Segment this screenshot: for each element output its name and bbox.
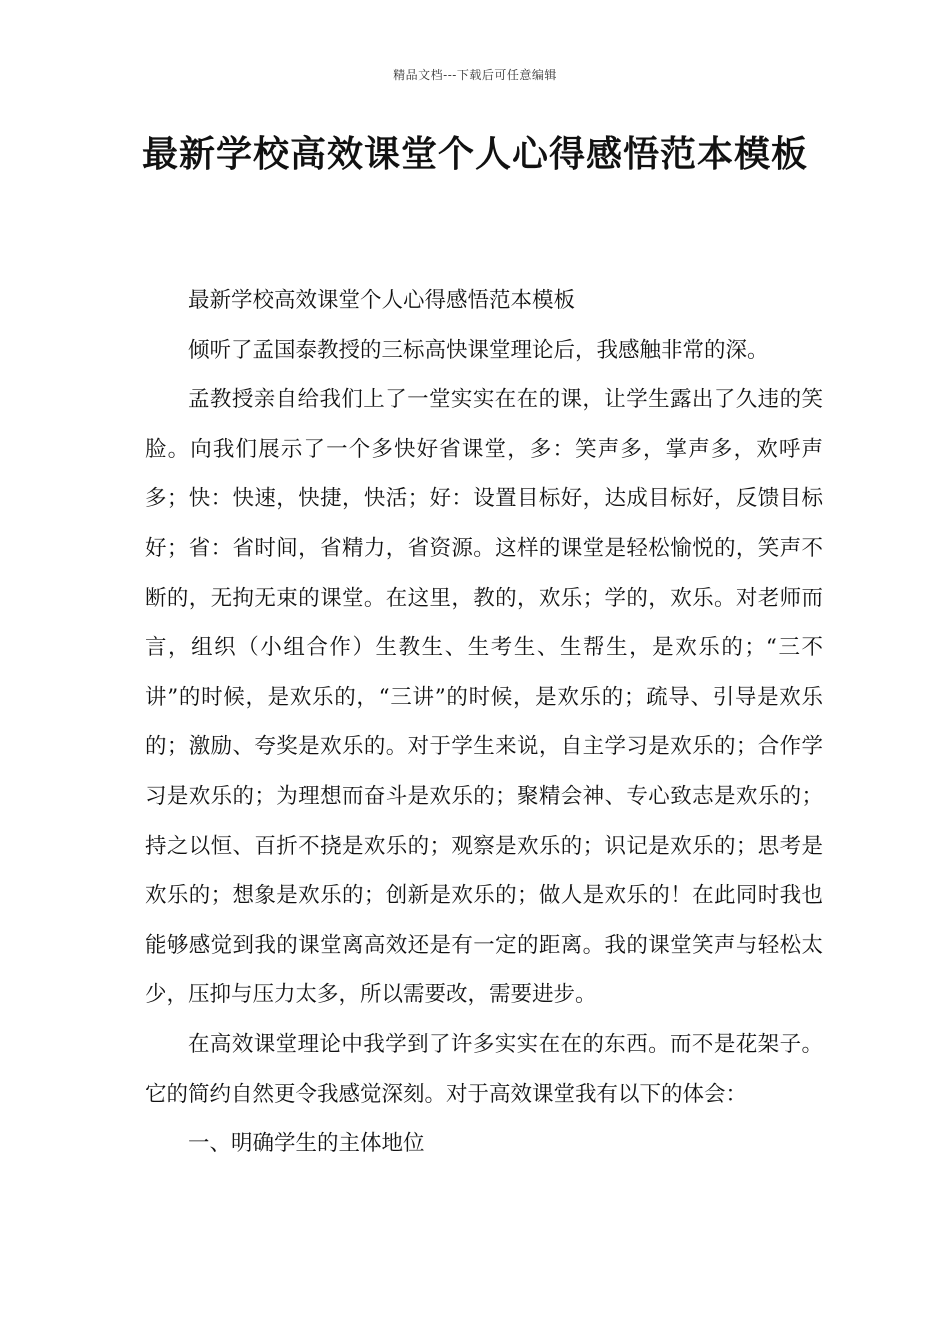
paragraph-learning: 在高效课堂理论中我学到了许多实实在在的东西。而不是花架子。它的简约自然更令我感觉深刻。对于高效课堂我有以下的体会：: [145, 1031, 823, 1107]
document-title: 最新学校高效课堂个人心得感悟范本模板: [141, 133, 808, 175]
paragraph-repeat-title: 最新学校高效课堂个人心得感悟范本模板: [188, 288, 576, 313]
paragraph-intro: 倾听了孟国泰教授的三标高快课堂理论后，我感触非常的深。: [188, 337, 769, 363]
page-header-note: 精品文档---下载后可任意编辑: [393, 68, 557, 82]
document-body: [145, 276, 823, 1169]
section-heading-1: 一、明确学生的主体地位: [188, 1131, 425, 1157]
paragraph-main: 孟教授亲自给我们上了一堂实实在在的课，让学生露出了久违的笑脸。向我们展示了一个多快好省课堂，多：笑声多，掌声多，欢呼声多；快：快速，快捷，快活；好：设置目标好，达成目标好，反馈目标好；省：省时间，省精力，省资源。这样的课堂是轻松愉悦的，笑声不断的，无拘无束的课堂。在这里，教的，欢乐；学的，欢乐。对老师而言，组织（小组合作）生教生、生考生、生帮生，是欢乐的；“三不讲”的时候，是欢乐的，“三讲”的时候，是欢乐的；疏导、引导是欢乐的；激励、夸奖是欢乐的。对于学生来说，自主学习是欢乐的；合作学习是欢乐的；为理想而奋斗是欢乐的；聚精会神、专心致志是欢乐的；持之以恒、百折不挠是欢乐的；观察是欢乐的；识记是欢乐的；思考是欢乐的；想象是欢乐的；创新是欢乐的；做人是欢乐的！在此同时我也能够感觉到我的课堂离高效还是有一定的距离。我的课堂笑声与轻松太少，压抑与压力太多，所以需要改，需要进步。: [145, 387, 823, 1008]
